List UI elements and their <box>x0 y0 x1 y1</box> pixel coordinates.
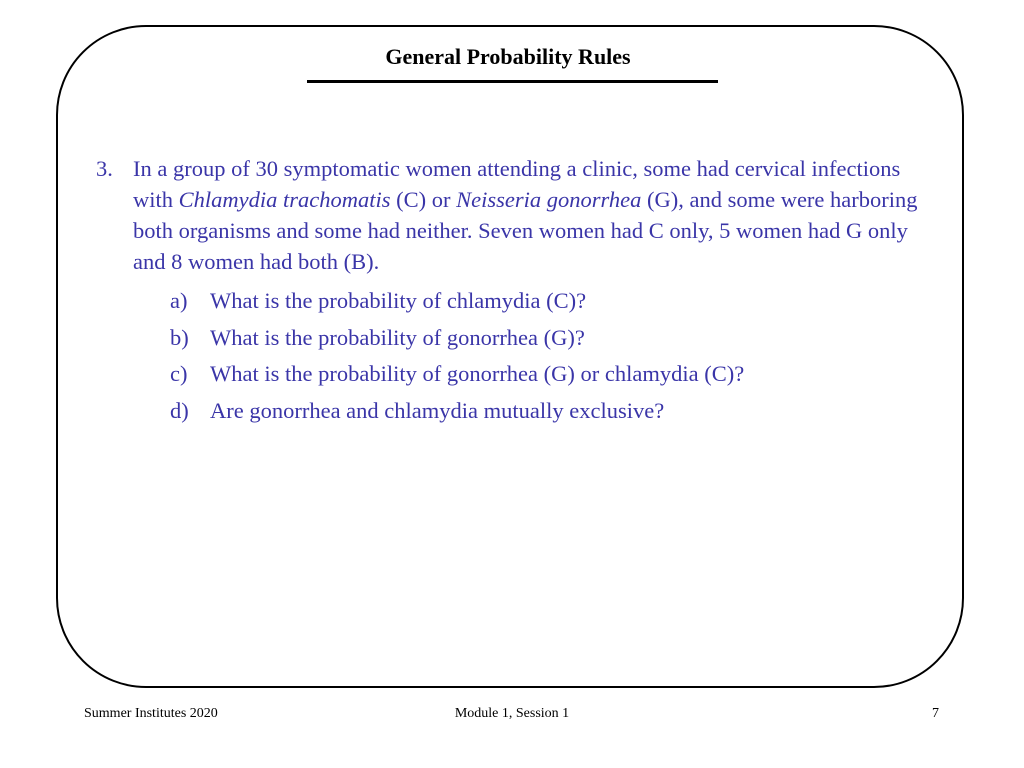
question-text-part3: (G), and some were harboring both organisms and some had neither. Seven women had C only, 5 women had G only and 8 women had both (B). <box>133 187 918 274</box>
organism-neisseria: Neisseria gonorrhea <box>456 187 642 212</box>
sub-question-text: What is the probability of gonorrhea (G) or chlamydia (C)? <box>210 361 745 386</box>
footer-page-number: 7 <box>932 706 939 721</box>
footer-institute: Summer Institutes 2020 <box>84 706 218 721</box>
sub-question-letter: b) <box>170 324 189 350</box>
sub-question-a <box>170 283 926 320</box>
slide-content <box>96 153 926 429</box>
question-3 <box>96 153 926 277</box>
sub-question-text: What is the probability of gonorrhea (G)? <box>210 324 585 350</box>
question-text <box>133 153 923 277</box>
sub-question-letter: d) <box>170 397 189 423</box>
sub-question-letter: c) <box>170 361 188 386</box>
sub-question-c <box>170 356 926 393</box>
question-number: 3. <box>96 156 113 181</box>
slide-title: General Probability Rules <box>385 44 631 69</box>
sub-question-letter: a) <box>170 288 188 313</box>
organism-chlamydia: Chlamydia trachomatis <box>178 187 391 212</box>
sub-question-b <box>170 320 926 357</box>
title-underline <box>307 80 718 83</box>
sub-question-d <box>170 393 926 430</box>
question-text-part1: In a group of 30 symptomatic women attending a clinic, some had cervical infections with <box>133 156 901 212</box>
sub-question-list <box>96 283 926 429</box>
sub-question-text: Are gonorrhea and chlamydia mutually exclusive? <box>210 397 665 423</box>
sub-question-text: What is the probability of chlamydia (C)? <box>210 288 587 313</box>
footer-module: Module 1, Session 1 <box>454 706 570 721</box>
question-text-part2: (C) or <box>390 187 457 212</box>
